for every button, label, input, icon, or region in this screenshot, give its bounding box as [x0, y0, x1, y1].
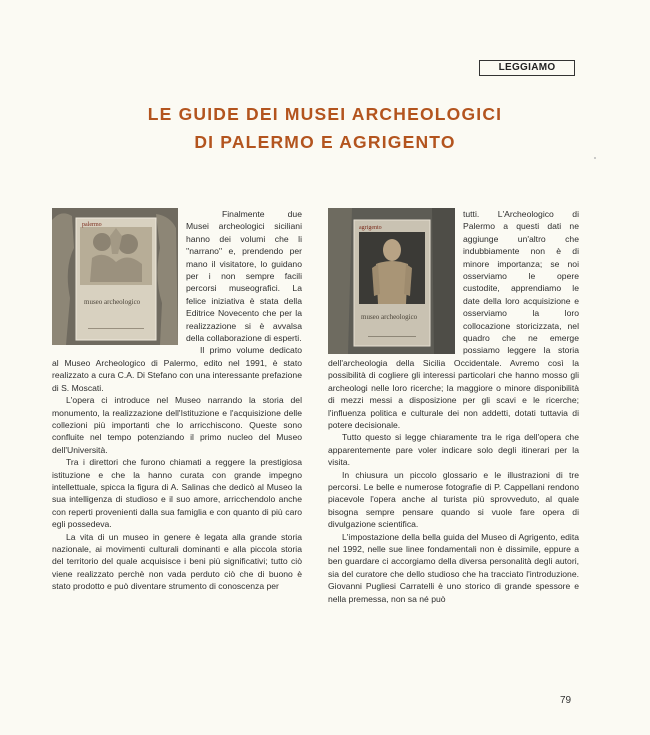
section-tag: LEGGIAMO — [479, 60, 575, 76]
right-paragraph-4: L'impostazione della bella guida del Museo di Agrigento, edita nel 1992, nelle sue linee fondamentali non è dissimile, eppure a ben guardare ci accorgiamo della diversa personalità degli autori, sia del curatore che dello studioso che ha tracciato l'introduzione. Giovanni Pugliesi Carratelli è uno storico di grande spessore e nella premessa, non sa né può — [328, 531, 579, 604]
title-line-2: DI PALERMO E AGRIGENTO — [194, 132, 456, 152]
agrigento-cover-publisher: agrigento — [359, 225, 382, 231]
agrigento-cover-caption: museo archeologico — [361, 313, 418, 321]
palermo-cover-caption: museo archeologico — [84, 298, 141, 306]
left-paragraph-3: L'opera ci introduce nel Museo narrando la storia del monumento, la realizzazione dell'Istituzione e l'acquisizione delle collezioni più importanti che lo arricchiscono. Queste sono confluite nel tempo potenziando il primo nucleo del Museo dell'Università. — [52, 395, 302, 455]
page-number: 79 — [560, 695, 572, 706]
palermo-cover-illustration — [52, 208, 178, 345]
palermo-guide-cover-image — [52, 208, 178, 345]
article-title — [40, 100, 610, 156]
left-paragraph-2: Il primo volume dedicato al Museo Archeologico di Palermo, edito nel 1991, è stato realizzato a cura C.A. Di Stefano con una interessante prefazione di S. Moscati. — [52, 345, 302, 393]
left-paragraph-5: La vita di un museo in genere è legata alla grande storia nazionale, ai movimenti culturali dominanti e alla piccola storia del territorio del quale acquisisce i beni più significativi; tutto ciò viene realizzato perchè non vada perduto ciò che di buono è stato prodotto e può diventare strumento di conoscenza per — [52, 531, 302, 592]
agrigento-guide-cover-image — [328, 208, 455, 354]
agrigento-cover-illustration — [328, 208, 455, 354]
right-column — [328, 208, 579, 605]
left-paragraph-4: Tra i direttori che furono chiamati a reggere la prestigiosa istituzione e che la hanno curata con grande impegno intellettuale, spicca la figura di A. Salinas che dedicò al Museo la sua intelligenza di studioso e il suo amore, arricchendolo anche con reperti provenienti dalla sua famiglia e con quanto di più caro egli possedeva. — [52, 457, 302, 530]
right-paragraph-2: Tutto questo si legge chiaramente tra le riga dell'opera che apparentemente pare voler indicare solo degli itinerari per la visita. — [328, 432, 579, 468]
title-line-1: LE GUIDE DEI MUSEI ARCHEOLOGICI — [147, 104, 503, 124]
print-speck — [594, 157, 596, 159]
right-paragraph-1: tutti. L'Archeologico di Palermo a questi dati ne aggiunge un'altro che indubbiamente non è di minore importanza; se noi osserviamo le opere custodite, apprendiamo le date della loro acquisizione e osserviamo la loro collocazione storicizzata, nel quadro che ne emerge possiamo leggere la storia dell'archeologia della Sicilia Occidentale. Avremo così la possibilità di cogliere gli interessi particolari che hanno mosso gli archeologi nelle loro ricerche; la maggiore o minore disponibilità di mezzi messi a disposizione per gli scavi e le ricerche; l'influenza politica e culturale dei non addetti, dotati tuttavia di potere decisionale. — [328, 209, 579, 430]
left-column — [52, 208, 302, 593]
right-paragraph-3: In chiusura un piccolo glossario e le illustrazioni di tre percorsi. Le belle e numerose fotografie di P. Cappellani rendono piacevole l'opera anche al turista più sprovveduto, al quale bisogna sempre pensare quando si vuole fare opera di divulgazione scientifica. — [328, 469, 579, 530]
palermo-cover-publisher: palermo — [82, 222, 102, 228]
left-paragraph-1: Finalmente due Musei archeologici siciliani hanno dei volumi che li ''narrano'' e, prendendo per mano il visitatore, lo guidano per i non sempre facili percorsi museografici. La felice iniziativa è stata della Editrice Novecento che per la realizzazione si è avvalsa della collaborazione di esperti. — [186, 209, 302, 344]
